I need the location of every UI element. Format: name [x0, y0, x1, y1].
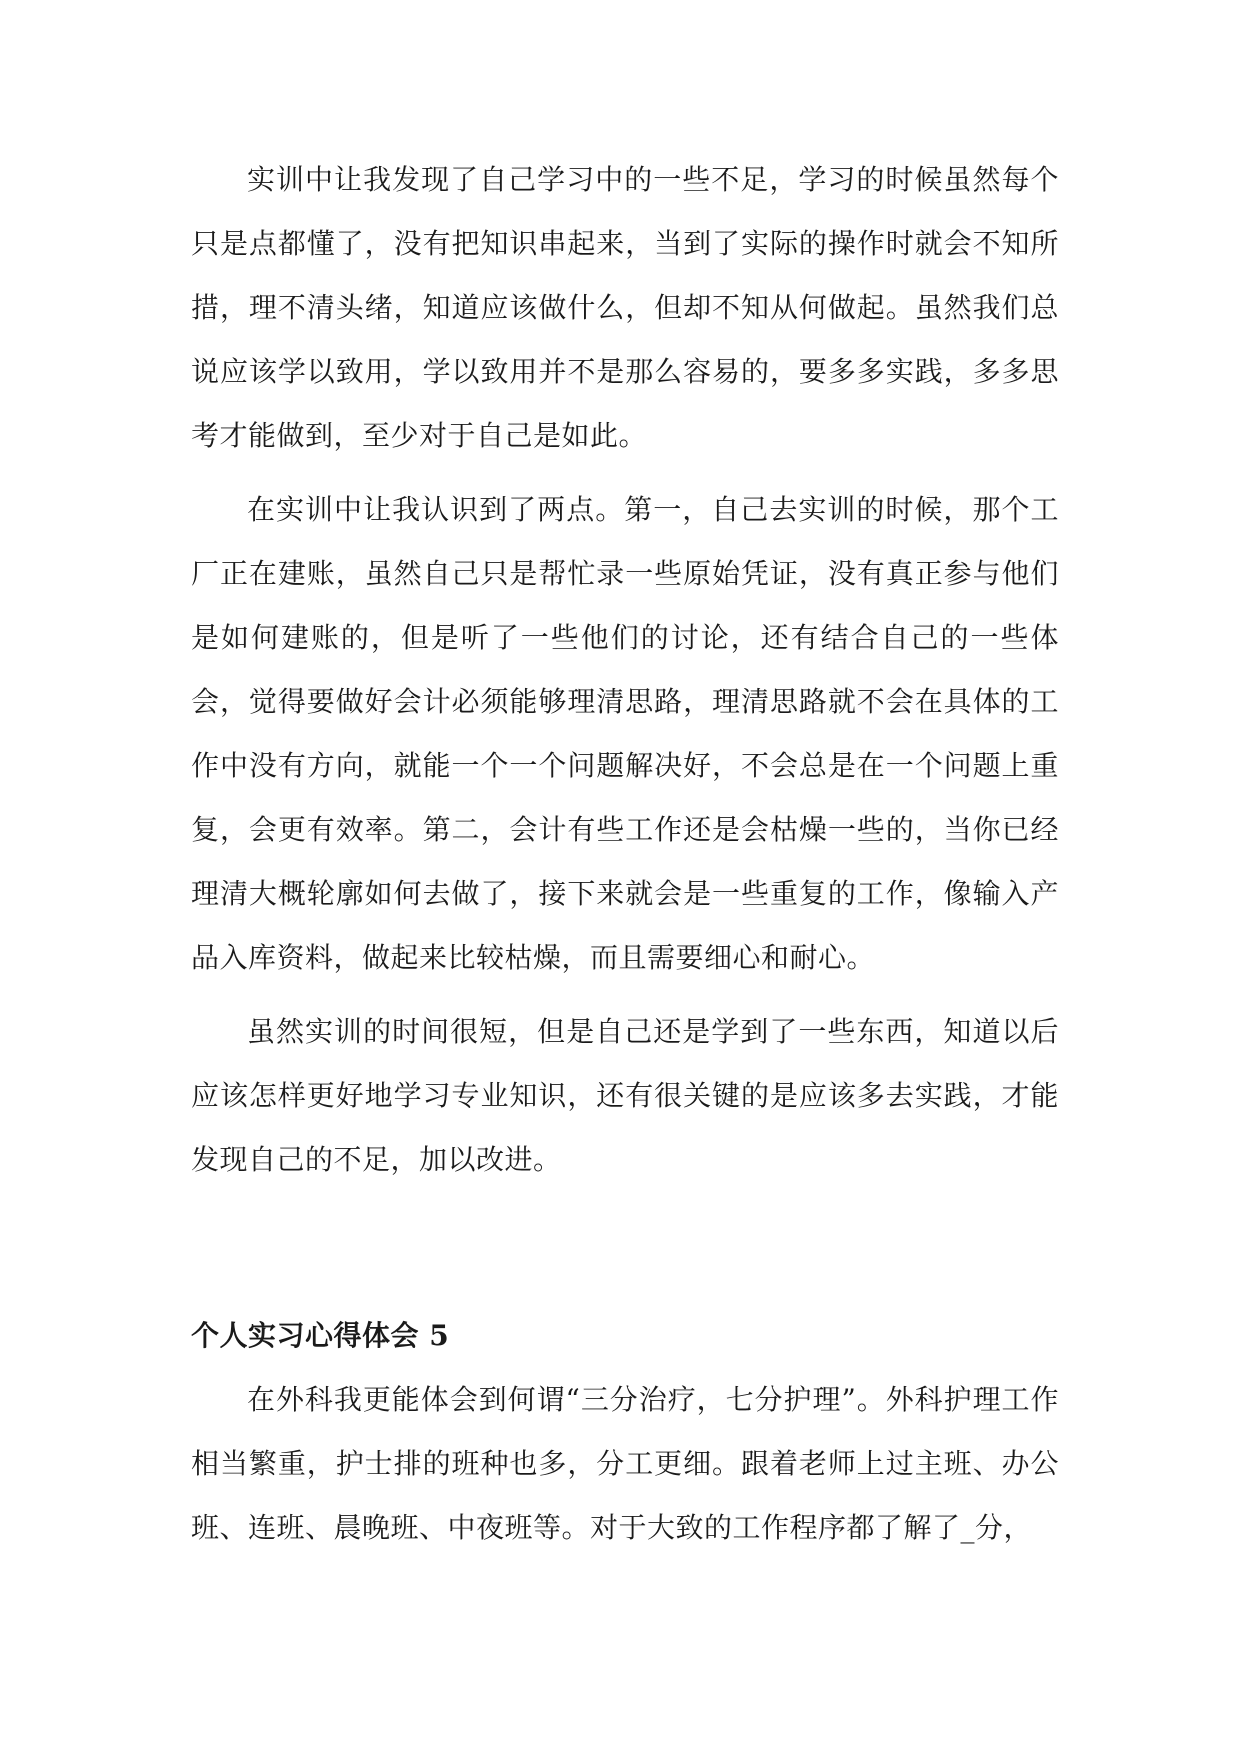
section-heading: 个人实习心得体会 5 — [191, 1319, 450, 1352]
paragraph-practice-shortcomings: 实训中让我发现了自己学习中的一些不足，学习的时候虽然每个只是点都懂了，没有把知识串起来，当到了实际的操作时就会不知所措，理不清头绪，知道应该做什么，但却不知从何做起。虽然我们总说应该学以致用，学以致用并不是那么容易的，要多多实践，多多思考才能做到，至少对于自己是如此。 — [191, 163, 1059, 452]
paragraph-two-insights: 在实训中让我认识到了两点。第一，自己去实训的时候，那个工厂正在建账，虽然自己只是帮忙录一些原始凭证，没有真正参与他们是如何建账的，但是听了一些他们的讨论，还有结合自己的一些体会，觉得要做好会计必须能够理清思路，理清思路就不会在具体的工作中没有方向，就能一个一个问题解决好，不会总是在一个问题上重复，会更有效率。第二，会计有些工作还是会枯燥一些的，当你已经理清大概轮廓如何去做了，接下来就会是一些重复的工作，像输入产品入库资料，做起来比较枯燥，而且需要细心和耐心。 — [191, 493, 1059, 974]
paragraph-conclusion: 虽然实训的时间很短，但是自己还是学到了一些东西，知道以后应该怎样更好地学习专业知识，还有很关键的是应该多去实践，才能发现自己的不足，加以改进。 — [191, 1015, 1059, 1176]
document-body — [191, 148, 1059, 1570]
paragraph-surgery-nursing: 在外科我更能体会到何谓“三分治疗，七分护理”。外科护理工作相当繁重，护士排的班种也多，分工更细。跟着老师上过主班、办公班、连班、晨晚班、中夜班等。对于大致的工作程序都了解了_分， — [191, 1383, 1059, 1544]
